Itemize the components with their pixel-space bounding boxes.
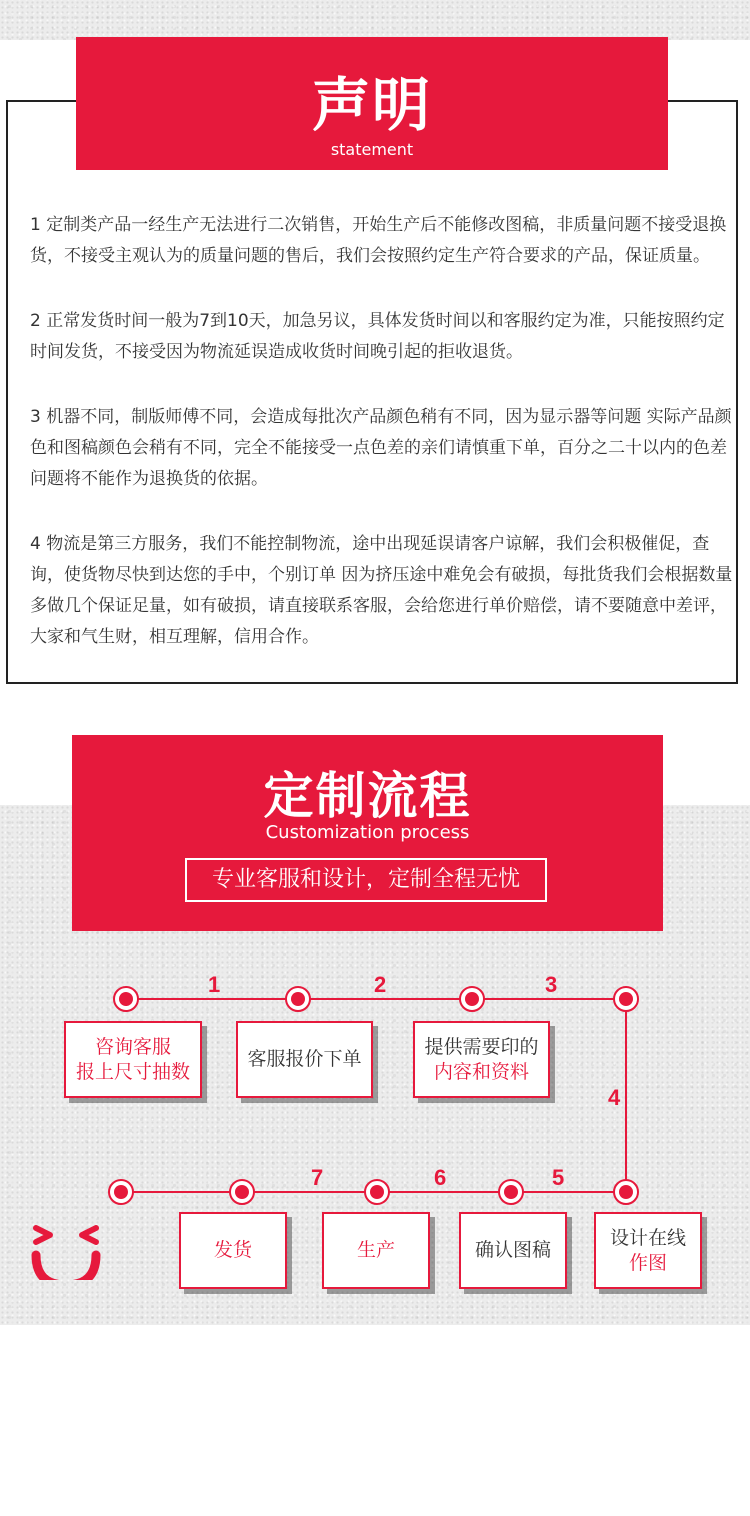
step-number-7: 7 — [311, 1165, 324, 1190]
step-number-6: 6 — [434, 1165, 447, 1190]
step-materials-line1: 提供需要印的 — [424, 1035, 539, 1058]
step-materials-line2: 内容和资料 — [433, 1060, 529, 1083]
statement-banner — [76, 37, 668, 170]
flow-node-7 — [365, 1180, 389, 1204]
step-box-design — [594, 1212, 702, 1289]
step-number-5: 5 — [552, 1165, 565, 1190]
statement-paragraph-2: 2 正常发货时间一般为7到10天，加急另议，具体发货时间以和客服约定为准，只能按照约定时间发货，不接受因为物流延误造成收货时间晚引起的拒收退货。 — [30, 311, 725, 362]
step-box-produce — [322, 1212, 430, 1289]
step-number-4: 4 — [608, 1085, 621, 1110]
statement-body — [30, 210, 736, 687]
step-number-3: 3 — [545, 972, 558, 997]
statement-title: 声明 — [311, 71, 432, 139]
step-design-line1: 设计在线 — [609, 1226, 686, 1249]
statement-paragraph-3: 3 机器不同，制版师傅不同，会造成每批次产品颜色稍有不同，因为显示器等问题 实际产品颜色和图稿颜色会稍有不同，完全不能接受一点色差的亲们请慎重下单，百分之二十以内的色差问题将不能作为退换货的依据。 — [30, 407, 732, 489]
top-texture — [0, 0, 750, 40]
flow-node-5 — [614, 1180, 638, 1204]
statement-box — [6, 100, 738, 684]
statement-paragraph-1: 1 定制类产品一经生产无法进行二次销售，开始生产后不能修改图稿，非质量问题不接受退换货，不接受主观认为的质量问题的售后，我们会按照约定生产符合要求的产品，保证质量。 — [30, 215, 727, 266]
step-number-2: 2 — [374, 972, 387, 997]
process-title: 定制流程 — [263, 767, 472, 825]
step-box-confirm — [459, 1212, 567, 1289]
step-consult-line2: 报上尺寸抽数 — [75, 1060, 190, 1083]
step-consult-line1: 咨询客服 — [94, 1035, 171, 1058]
step-number-1: 1 — [208, 972, 221, 997]
flow-node-9 — [109, 1180, 133, 1204]
process-slogan: 专业客服和设计，定制全程无忧 — [185, 858, 547, 902]
process-banner — [72, 735, 663, 931]
statement-paragraph-4: 4 物流是第三方服务，我们不能控制物流，途中出现延误请客户谅解，我们会积极催促，查询，使货物尽快到达您的手中，个别订单 因为挤压途中难免会有破损，每批货我们会根据数量多做几个保证足量，如有破损，请直接联系客服，会给您进行单价赔偿，请不要随意中差评，大家和气生财，相互理解，信用合作。 — [30, 534, 733, 647]
step-box-materials — [413, 1021, 550, 1098]
flow-node-8 — [230, 1180, 254, 1204]
process-subtitle: Customization process — [265, 822, 470, 843]
flow-node-2 — [286, 987, 310, 1011]
smiley-face-icon — [36, 1228, 96, 1280]
step-ship-line1: 发货 — [213, 1239, 252, 1261]
step-box-consult — [64, 1021, 202, 1098]
flow-node-6 — [499, 1180, 523, 1204]
statement-subtitle: statement — [330, 140, 414, 159]
step-box-ship — [179, 1212, 287, 1289]
step-box-quote — [236, 1021, 373, 1098]
step-quote-line1: 客服报价下单 — [247, 1048, 362, 1070]
step-confirm-line1: 确认图稿 — [474, 1239, 551, 1261]
step-produce-line1: 生产 — [356, 1239, 395, 1261]
flow-node-1 — [114, 987, 138, 1011]
step-design-line2: 作图 — [628, 1251, 667, 1274]
flow-node-4 — [614, 987, 638, 1011]
flow-node-3 — [460, 987, 484, 1011]
